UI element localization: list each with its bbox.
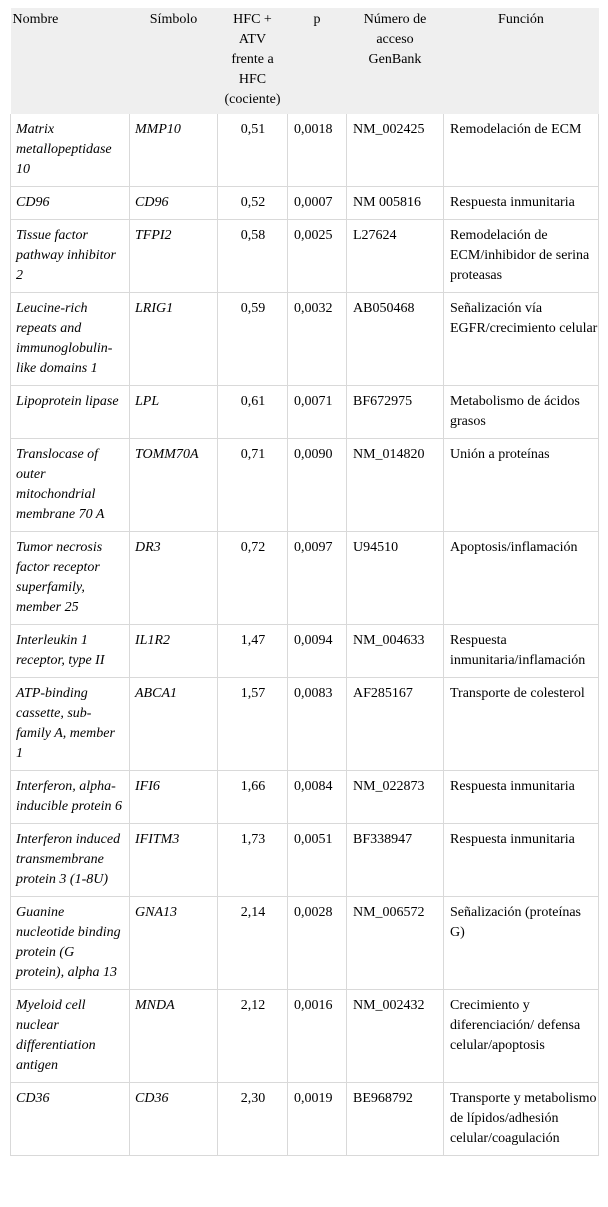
cell-p: 0,0032 (288, 293, 347, 386)
cell-p: 0,0097 (288, 532, 347, 625)
cell-simbolo: CD36 (130, 1083, 218, 1156)
cell-nombre: Myeloid cell nuclear differentiation antigen (11, 990, 130, 1083)
cell-funcion: Señalización (proteínas G) (444, 897, 599, 990)
cell-p: 0,0025 (288, 220, 347, 293)
cell-nombre: CD36 (11, 1083, 130, 1156)
cell-acceso: NM 005816 (347, 187, 444, 220)
table-row (11, 678, 599, 771)
cell-p: 0,0028 (288, 897, 347, 990)
table-row (11, 771, 599, 824)
cell-acceso: BF672975 (347, 386, 444, 439)
cell-acceso: NM_014820 (347, 439, 444, 532)
cell-simbolo: CD96 (130, 187, 218, 220)
cell-simbolo: TFPI2 (130, 220, 218, 293)
table-row (11, 824, 599, 897)
cell-p: 0,0084 (288, 771, 347, 824)
header-acceso (347, 8, 444, 114)
cell-funcion: Respuesta inmunitaria (444, 771, 599, 824)
cell-acceso: BF338947 (347, 824, 444, 897)
table-row (11, 293, 599, 386)
table-row (11, 439, 599, 532)
header-cociente (218, 8, 288, 114)
cell-p: 0,0016 (288, 990, 347, 1083)
cell-simbolo: IL1R2 (130, 625, 218, 678)
cell-acceso: BE968792 (347, 1083, 444, 1156)
header-funcion: Función (444, 8, 599, 114)
cell-acceso: AF285167 (347, 678, 444, 771)
cell-nombre: Leucine-rich repeats and immunoglobulin-like domains 1 (11, 293, 130, 386)
cell-simbolo: LRIG1 (130, 293, 218, 386)
header-acceso-line: Número de (363, 12, 427, 27)
cell-nombre: Translocase of outer mitochondrial membrane 70 A (11, 439, 130, 532)
cell-cociente: 0,58 (218, 220, 288, 293)
header-acceso-line: GenBank (368, 52, 422, 67)
header-cociente-line: frente a (231, 52, 274, 67)
cell-funcion: Respuesta inmunitaria/inflamación (444, 625, 599, 678)
header-row (11, 8, 599, 114)
cell-p: 0,0007 (288, 187, 347, 220)
cell-nombre: Tissue factor pathway inhibitor 2 (11, 220, 130, 293)
cell-p: 0,0090 (288, 439, 347, 532)
cell-cociente: 2,12 (218, 990, 288, 1083)
cell-p: 0,0083 (288, 678, 347, 771)
cell-nombre: ATP-binding cassette, sub-family A, member 1 (11, 678, 130, 771)
cell-nombre: Lipoprotein lipase (11, 386, 130, 439)
cell-cociente: 0,72 (218, 532, 288, 625)
cell-simbolo: GNA13 (130, 897, 218, 990)
cell-funcion: Apoptosis/inflamación (444, 532, 599, 625)
cell-funcion: Metabolismo de ácidos grasos (444, 386, 599, 439)
cell-simbolo: LPL (130, 386, 218, 439)
table-row (11, 1083, 599, 1156)
cell-p: 0,0094 (288, 625, 347, 678)
cell-simbolo: DR3 (130, 532, 218, 625)
header-p: p (288, 8, 347, 114)
gene-expression-table (10, 8, 599, 1156)
cell-cociente: 0,59 (218, 293, 288, 386)
header-cociente-line: (cociente) (224, 92, 281, 107)
table-body (11, 114, 599, 1156)
cell-funcion: Señalización vía EGFR/crecimiento celular (444, 293, 599, 386)
cell-nombre: Interleukin 1 receptor, type II (11, 625, 130, 678)
cell-cociente: 2,14 (218, 897, 288, 990)
cell-nombre: Tumor necrosis factor receptor superfamily, member 25 (11, 532, 130, 625)
cell-p: 0,0019 (288, 1083, 347, 1156)
cell-funcion: Crecimiento y diferenciación/ defensa celular/apoptosis (444, 990, 599, 1083)
cell-simbolo: TOMM70A (130, 439, 218, 532)
cell-nombre: Interferon induced transmembrane protein 3 (1-8U) (11, 824, 130, 897)
header-cociente-line: ATV (238, 32, 267, 47)
cell-cociente: 2,30 (218, 1083, 288, 1156)
table-row (11, 990, 599, 1083)
header-nombre: Nombre (11, 8, 130, 114)
cell-simbolo: MNDA (130, 990, 218, 1083)
cell-acceso: L27624 (347, 220, 444, 293)
cell-acceso: NM_002432 (347, 990, 444, 1083)
cell-simbolo: MMP10 (130, 114, 218, 187)
header-cociente-line: HFC (238, 72, 267, 87)
cell-funcion: Respuesta inmunitaria (444, 824, 599, 897)
cell-funcion: Respuesta inmunitaria (444, 187, 599, 220)
cell-nombre: CD96 (11, 187, 130, 220)
cell-p: 0,0018 (288, 114, 347, 187)
table-row (11, 220, 599, 293)
table-header (11, 8, 599, 114)
cell-cociente: 0,52 (218, 187, 288, 220)
table-row (11, 114, 599, 187)
cell-cociente: 0,61 (218, 386, 288, 439)
cell-funcion: Transporte y metabolismo de lípidos/adhesión celular/coagulación (444, 1083, 599, 1156)
cell-cociente: 1,47 (218, 625, 288, 678)
cell-nombre: Matrix metallopeptidase 10 (11, 114, 130, 187)
cell-cociente: 1,66 (218, 771, 288, 824)
cell-acceso: NM_022873 (347, 771, 444, 824)
table-row (11, 625, 599, 678)
cell-p: 0,0071 (288, 386, 347, 439)
header-acceso-line: acceso (376, 32, 414, 47)
cell-funcion: Unión a proteínas (444, 439, 599, 532)
header-simbolo: Símbolo (130, 8, 218, 114)
header-cociente-line: HFC + (233, 12, 272, 27)
cell-nombre: Guanine nucleotide binding protein (G protein), alpha 13 (11, 897, 130, 990)
table-row (11, 187, 599, 220)
cell-acceso: U94510 (347, 532, 444, 625)
table-row (11, 532, 599, 625)
table-row (11, 386, 599, 439)
cell-cociente: 0,71 (218, 439, 288, 532)
table-row (11, 897, 599, 990)
cell-p: 0,0051 (288, 824, 347, 897)
cell-acceso: NM_002425 (347, 114, 444, 187)
cell-simbolo: IFI6 (130, 771, 218, 824)
cell-acceso: NM_006572 (347, 897, 444, 990)
cell-nombre: Interferon, alpha-inducible protein 6 (11, 771, 130, 824)
cell-cociente: 0,51 (218, 114, 288, 187)
cell-funcion: Remodelación de ECM/inhibidor de serina proteasas (444, 220, 599, 293)
cell-cociente: 1,57 (218, 678, 288, 771)
cell-acceso: AB050468 (347, 293, 444, 386)
cell-funcion: Remodelación de ECM (444, 114, 599, 187)
cell-acceso: NM_004633 (347, 625, 444, 678)
cell-simbolo: ABCA1 (130, 678, 218, 771)
cell-cociente: 1,73 (218, 824, 288, 897)
cell-funcion: Transporte de colesterol (444, 678, 599, 771)
cell-simbolo: IFITM3 (130, 824, 218, 897)
